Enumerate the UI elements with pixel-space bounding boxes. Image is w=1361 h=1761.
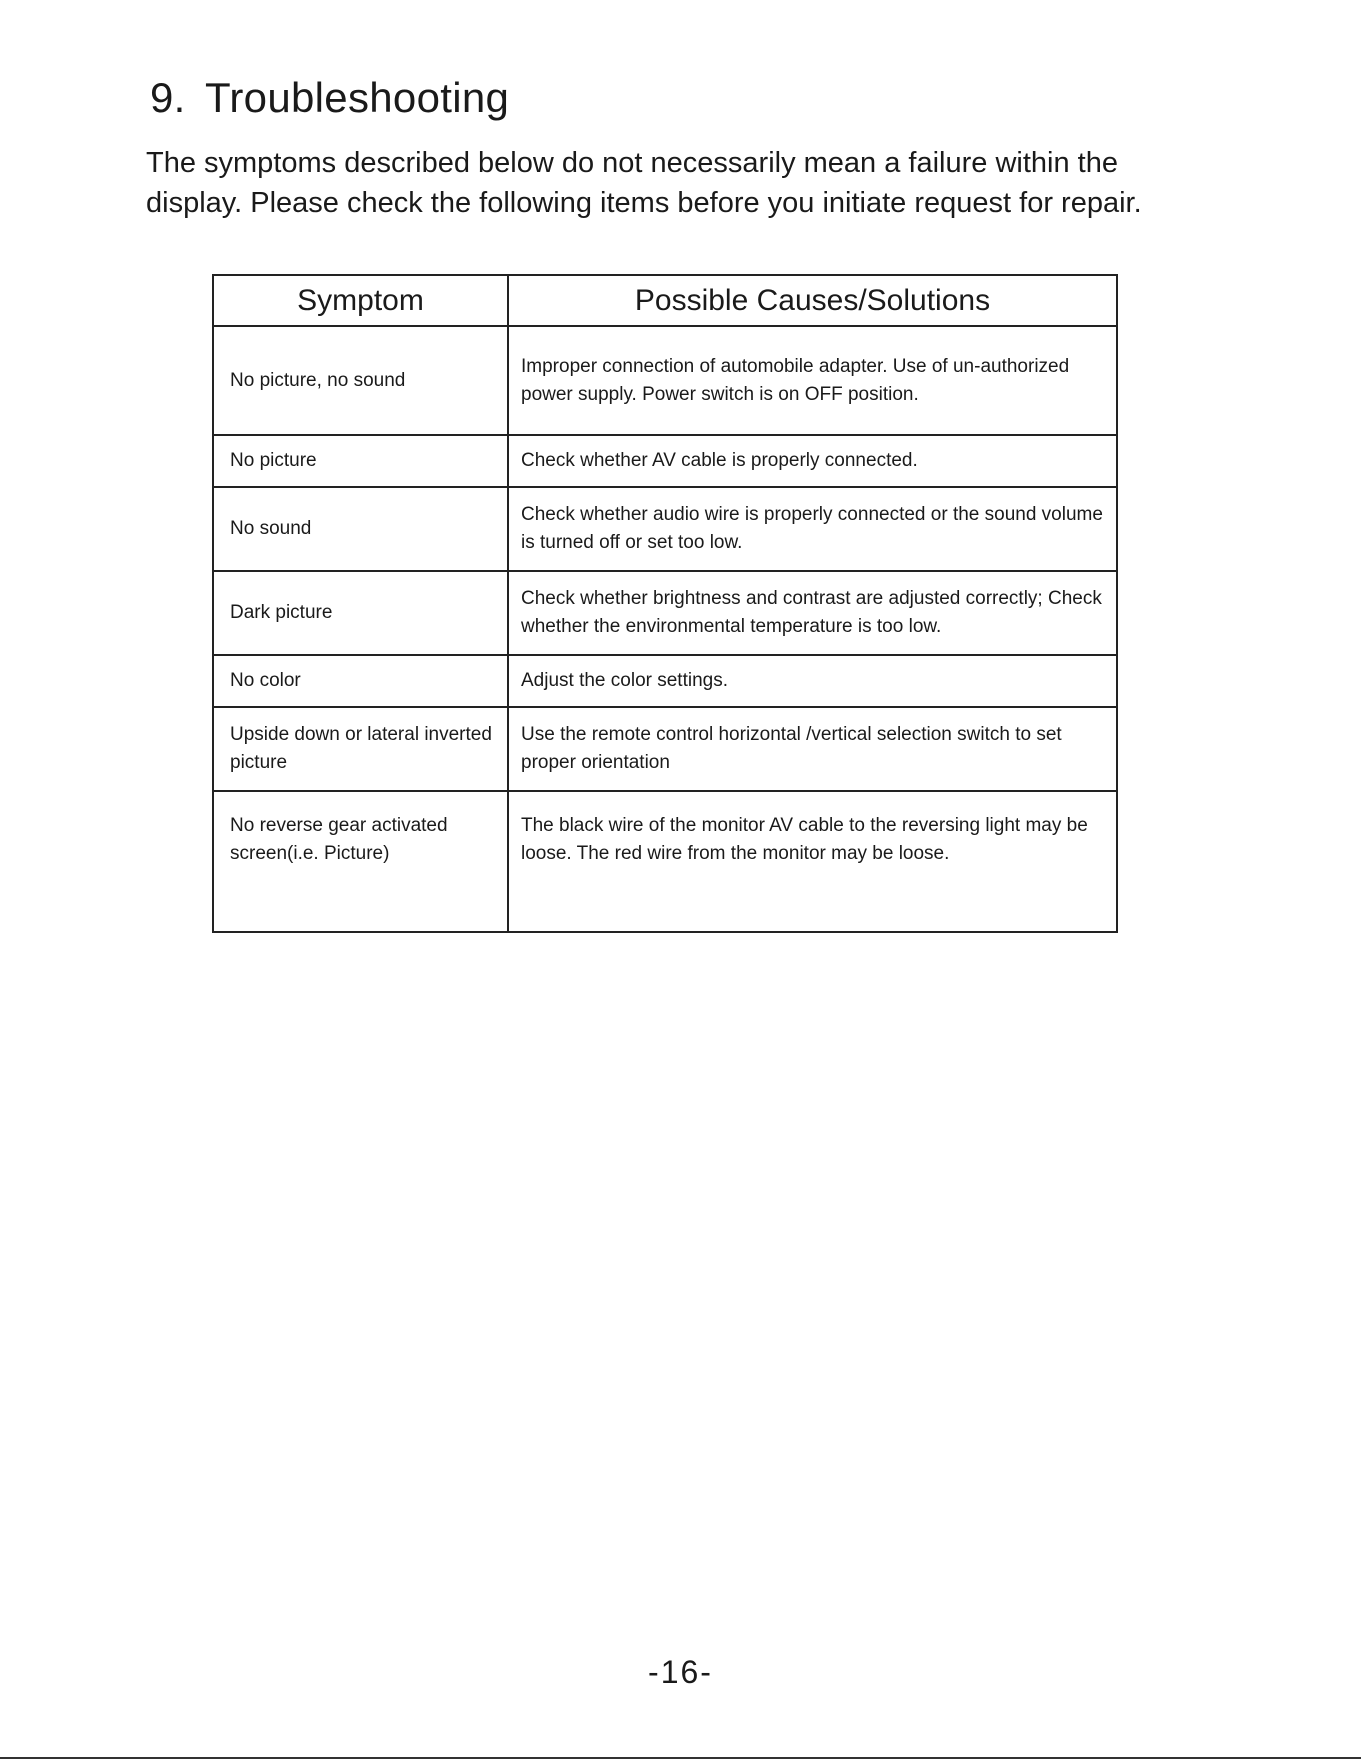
table-row <box>213 487 1117 571</box>
table-row <box>213 435 1117 487</box>
cause-cell: Adjust the color settings. <box>508 655 1117 707</box>
symptom-cell: No picture, no sound <box>213 326 508 435</box>
column-header-symptom: Symptom <box>213 275 508 326</box>
troubleshooting-table <box>212 274 1118 933</box>
cause-cell: The black wire of the monitor AV cable to the reversing light may be loose. The red wire from the monitor may be loose. <box>508 791 1117 932</box>
table-row <box>213 791 1117 932</box>
table-row <box>213 326 1117 435</box>
section-title: Troubleshooting <box>205 74 510 121</box>
column-header-causes: Possible Causes/Solutions <box>508 275 1117 326</box>
symptom-cell: No sound <box>213 487 508 571</box>
table-row <box>213 707 1117 791</box>
symptom-cell: No reverse gear activated screen(i.e. Picture) <box>213 791 508 932</box>
table-header-row <box>213 275 1117 326</box>
symptom-cell: No color <box>213 655 508 707</box>
symptom-cell: Upside down or lateral inverted picture <box>213 707 508 791</box>
cause-cell: Check whether audio wire is properly connected or the sound volume is turned off or set too low. <box>508 487 1117 571</box>
cause-cell: Check whether brightness and contrast are adjusted correctly; Check whether the environmental temperature is too low. <box>508 571 1117 655</box>
page-number: -16- <box>648 1654 713 1690</box>
table-row <box>213 571 1117 655</box>
symptom-cell: No picture <box>213 435 508 487</box>
cause-cell: Use the remote control horizontal /vertical selection switch to set proper orientation <box>508 707 1117 791</box>
page-bottom-edge <box>0 1757 1361 1759</box>
intro-paragraph: The symptoms described below do not necessarily mean a failure within the display. Please check the following items before you initiate request for repair. <box>146 147 1142 219</box>
section-heading <box>150 74 509 122</box>
section-number: 9. <box>150 74 186 121</box>
cause-cell: Check whether AV cable is properly connected. <box>508 435 1117 487</box>
symptom-cell: Dark picture <box>213 571 508 655</box>
cause-cell: Improper connection of automobile adapter. Use of un-authorized power supply. Power switch is on OFF position. <box>508 326 1117 435</box>
table-row <box>213 655 1117 707</box>
